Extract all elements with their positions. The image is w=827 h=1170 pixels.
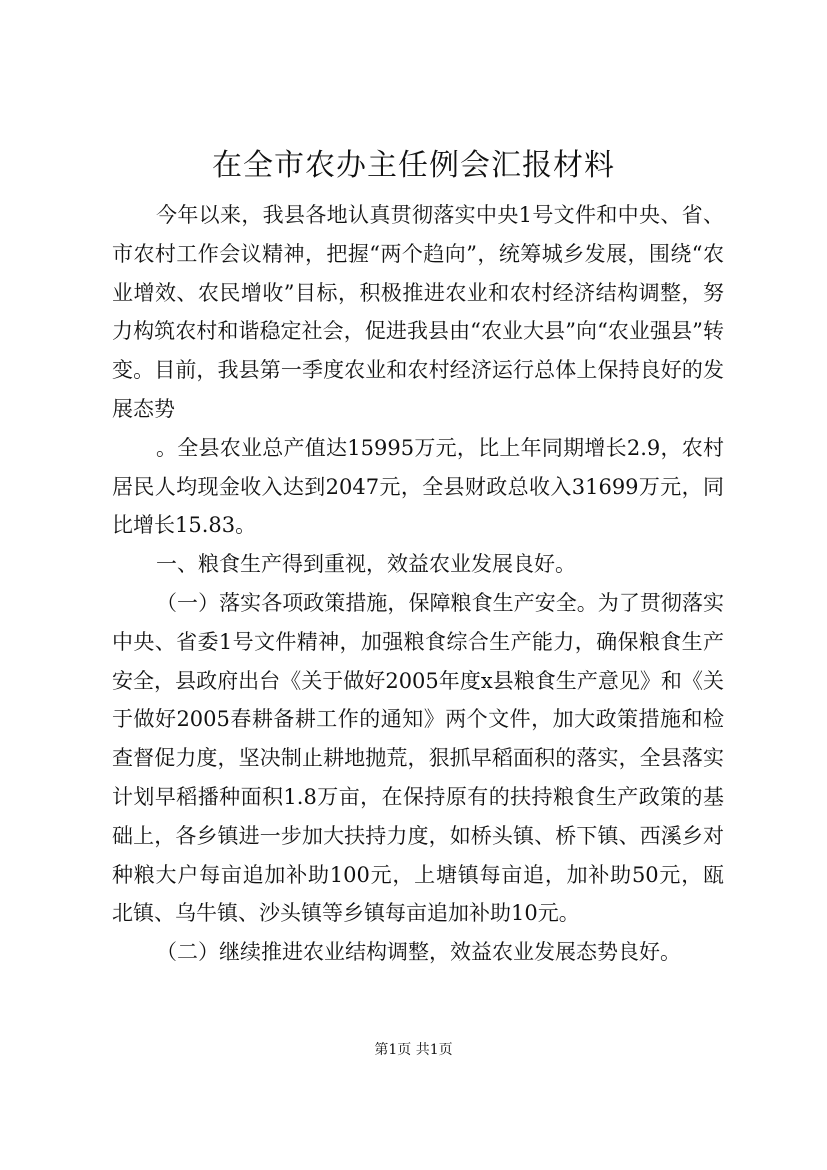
- paragraph-policy-measures: （一）落实各项政策措施，保障粮食生产安全。为了贯彻落实中央、省委1号文件精神，加强粮食综合生产能力，确保粮食生产安全，县政府出台《关于做好2005年度x县粮食生产意见》和《关于做好2005春耕备耕工作的通知》两个文件，加大政策措施和检查督促力度，坚决制止耕地抛荒，狠抓早稻面积的落实，全县落实计划早稻播种面积1.8万亩，在保持原有的扶持粮食生产政策的基础上，各乡镇进一步加大扶持力度，如桥头镇、桥下镇、西溪乡对种粮大户每亩追加补助100元，上塘镇每亩追，加补助50元，瓯北镇、乌牛镇、沙头镇等乡镇每亩追加补助10元。: [112, 590, 724, 926]
- document-body: [112, 196, 724, 972]
- paragraph-intro: 今年以来，我县各地认真贯彻落实中央1号文件和中央、省、市农村工作会议精神，把握“两个趋向”，统筹城乡发展，围绕“农业增效、农民增收”目标，积极推进农业和农村经济结构调整，努力构筑农村和谐稳定社会，促进我县由“农业大县”向“农业强县”转变。目前，我县第一季度农业和农村经济运行总体上保持良好的发展态势: [112, 203, 724, 421]
- page-number-footer: 第1页 共1页: [374, 1042, 453, 1058]
- paragraph-statistics: 。全县农业总产值达15995万元，比上年同期增长2.9，农村居民人均现金收入达到2047元，全县财政总收入31699万元，同比增长15.83。: [112, 435, 724, 538]
- subsection-heading-structure: （二）继续推进农业结构调整，效益农业发展态势良好。: [156, 940, 681, 965]
- document-title: 在全市农办主任例会汇报材料: [212, 148, 615, 183]
- section-heading-grain: 一、粮食生产得到重视，效益农业发展良好。: [156, 552, 576, 577]
